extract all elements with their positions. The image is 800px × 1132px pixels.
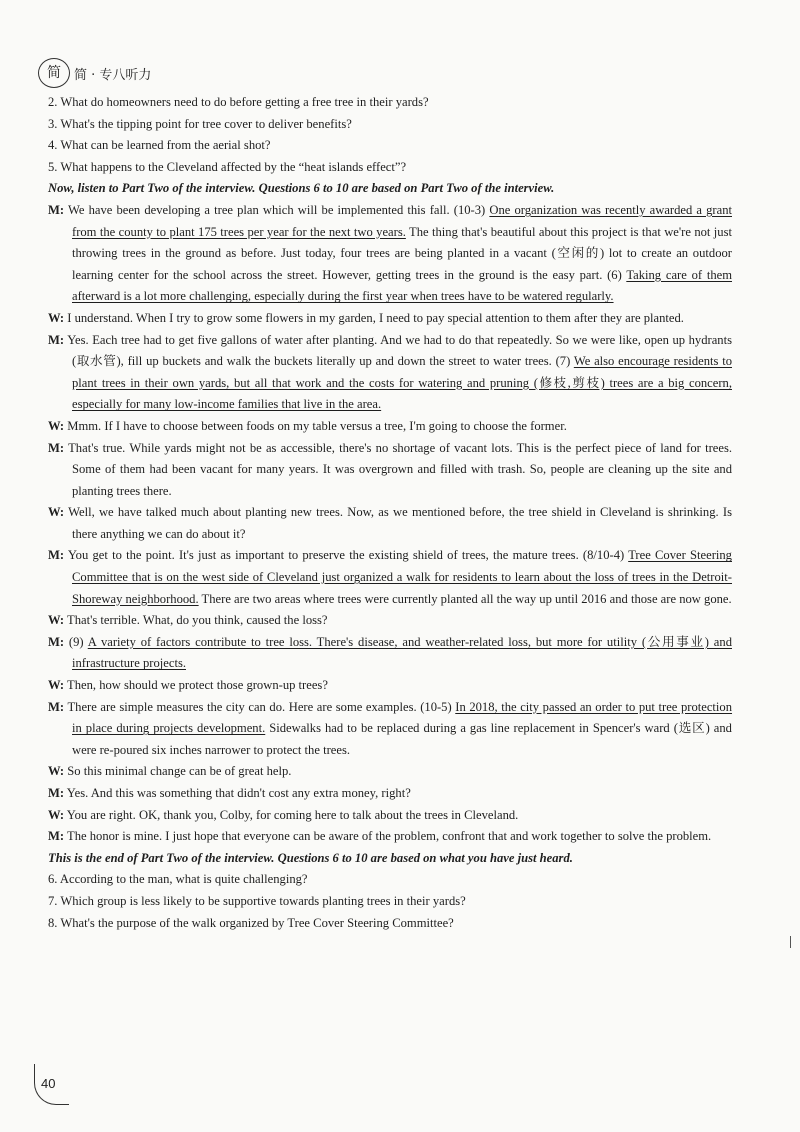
underlined-answer-text: A variety of factors contribute to tree loss. There's disease, and weather-related loss, but more for utility (公用事业) and infrastructure projects.	[72, 634, 732, 671]
dialogue-turn	[48, 502, 732, 545]
dialogue-text: So this minimal change can be of great help.	[67, 764, 292, 779]
speaker-label: M:	[48, 202, 65, 217]
part-two-instruction: Now, listen to Part Two of the interview. Questions 6 to 10 are based on Part Two of the interview.	[48, 181, 555, 196]
speaker-label: M:	[48, 786, 65, 800]
question-item: 8. What's the purpose of the walk organized by Tree Cover Steering Committee?	[48, 915, 454, 930]
underlined-answer-text: We also encourage residents to plant trees in their own yards, but all that work and the costs for watering and pruning (修枝,剪枝) trees are a big concern, especially for many low-income families that live in the area.	[72, 354, 732, 412]
dialogue-text: We have been developing a tree plan which will be implemented this fall. (10-3)	[67, 202, 490, 217]
dialogue-turn	[48, 200, 732, 308]
speaker-label: W:	[48, 807, 65, 822]
dialogue-turn	[48, 675, 732, 697]
dialogue-text: That's true. While yards might not be as accessible, there's no shortage of vacant lots. This is the perfect piece of land for trees. Some of them had been vacant for many years. It was overgrown and filled with trash. So, people are cleaning up the site and planting trees there.	[68, 440, 732, 498]
dialogue-text: Then, how should we protect those grown-up trees?	[67, 678, 328, 693]
speaker-label: M:	[48, 548, 65, 563]
book-logo-icon: 简	[38, 58, 70, 88]
speaker-label: W:	[48, 418, 65, 433]
dialogue-text: There are simple measures the city can do. Here are some examples. (10-5)	[67, 699, 456, 714]
dialogue-text: You are right. OK, thank you, Colby, for coming here to talk about the trees in Cleveland.	[66, 807, 519, 822]
speaker-label: W:	[48, 764, 65, 779]
dialogue-text: There are two areas where trees were currently planted all the way up until 2016 and those are now gone.	[198, 591, 732, 606]
page-number-text: 40	[41, 1076, 56, 1091]
question-item: 4. What can be learned from the aerial shot?	[48, 138, 271, 153]
speaker-label: W:	[48, 505, 65, 520]
speaker-label: W:	[48, 678, 65, 693]
dialogue-turn	[48, 416, 732, 438]
dialogue-text: Mmm. If I have to choose between foods on my table versus a tree, I'm going to choose the former.	[67, 418, 567, 433]
speaker-label: M:	[48, 699, 65, 714]
question-item: 7. Which group is less likely to be supportive towards planting trees in their yards?	[48, 893, 466, 908]
underlined-answer-text: One organization was recently awarded a grant from the county to plant 175 trees per year for the next two years.	[72, 202, 732, 239]
dialogue-turn	[48, 438, 732, 503]
speaker-label: M:	[48, 634, 65, 649]
dialogue-turn	[48, 783, 732, 805]
dialogue-text: The thing that's beautiful about this project is that we're not just throwing trees in the ground as before. Just today, four trees are being planted in a vacant (空闲的) lot to create an outdoor learning center for the school across the street. However, getting trees in the ground is the easy part. (6)	[72, 224, 732, 282]
dialogue-text: I understand. When I try to grow some flowers in my garden, I need to pay special attention to them after they are planted.	[67, 310, 684, 325]
book-title: 简 · 专八听力	[74, 67, 152, 83]
page-header	[38, 58, 151, 88]
dialogue-transcript	[48, 200, 732, 848]
question-item: 5. What happens to the Cleveland affected by the “heat islands effect”?	[48, 159, 407, 174]
dialogue-turn	[48, 761, 732, 783]
dialogue-turn	[48, 632, 732, 675]
dialogue-turn	[48, 610, 732, 632]
dialogue-text: You get to the point. It's just as important to preserve the existing shield of trees, the mature trees. (8/10-4)	[67, 548, 629, 563]
dialogue-text: The honor is mine. I just hope that everyone can be aware of the problem, confront that and work together to solve the problem.	[67, 829, 712, 844]
scan-margin-mark	[790, 936, 791, 948]
dialogue-text: That's terrible. What, do you think, caused the loss?	[67, 613, 328, 628]
dialogue-turn	[48, 826, 732, 848]
dialogue-text: Sidewalks had to be replaced during a gas line replacement in Spencer's ward (选区) and were re-poured six inches narrower to protect the trees.	[72, 721, 732, 757]
dialogue-turn	[48, 697, 732, 762]
dialogue-turn	[48, 308, 732, 330]
page-content	[48, 92, 732, 934]
dialogue-turn	[48, 330, 732, 416]
dialogue-text: (9)	[68, 634, 88, 649]
page-number	[34, 1064, 69, 1105]
end-instruction: This is the end of Part Two of the interview. Questions 6 to 10 are based on what you have just heard.	[48, 850, 573, 865]
dialogue-turn	[48, 545, 732, 610]
speaker-label: M:	[48, 440, 65, 455]
underlined-answer-text: Tree Cover Steering Committee that is on the west side of Cleveland just organized a walk for residents to learn about the loss of trees in the Detroit-Shoreway neighborhood.	[72, 548, 732, 606]
speaker-label: M:	[48, 332, 65, 347]
underlined-answer-text: In 2018, the city passed an order to put tree protection in place during projects development.	[72, 699, 733, 736]
speaker-label: W:	[48, 613, 65, 628]
underlined-answer-text: Taking care of them afterward is a lot more challenging, especially during the first year when trees have to be watered regularly.	[72, 267, 732, 304]
dialogue-text: Yes. And this was something that didn't cost any extra money, right?	[66, 786, 411, 800]
question-item: 2. What do homeowners need to do before getting a free tree in their yards?	[48, 95, 429, 109]
speaker-label: M:	[48, 829, 65, 844]
dialogue-text: Yes. Each tree had to get five gallons of water after planting. And we had to do that repeatedly. So we were like, open up hydrants (取水管), fill up buckets and walk the buckets literally up and down the street to water trees. (7)	[67, 332, 732, 369]
dialogue-text: Well, we have talked much about planting new trees. Now, as we mentioned before, the tree shield in Cleveland is shrinking. Is there anything we can do about it?	[68, 505, 732, 541]
question-item: 6. According to the man, what is quite challenging?	[48, 872, 308, 887]
question-item: 3. What's the tipping point for tree cover to deliver benefits?	[48, 116, 352, 131]
dialogue-turn	[48, 805, 732, 827]
speaker-label: W:	[48, 310, 65, 325]
